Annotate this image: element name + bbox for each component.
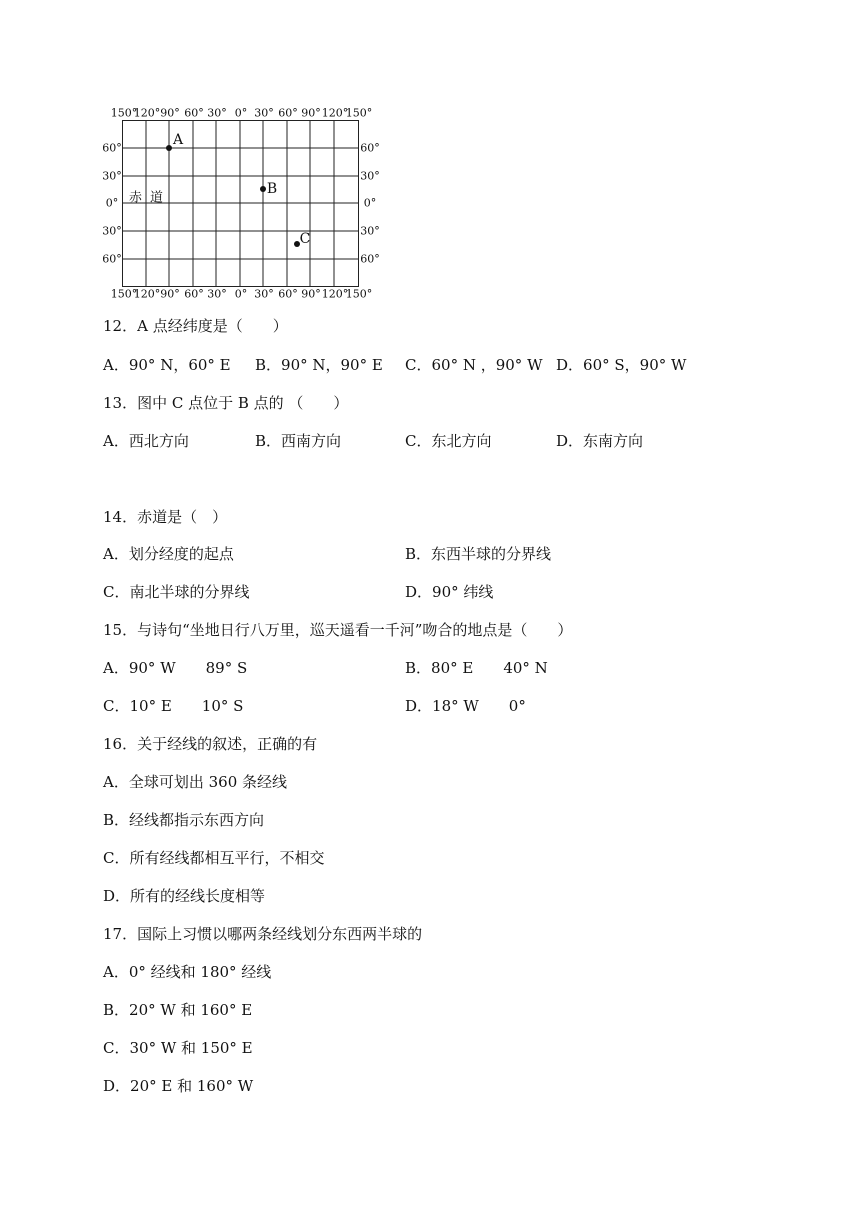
question-14-option-d[interactable]: D．90° 纬线 <box>405 583 494 601</box>
bottom-lon-label: 150° <box>110 287 138 301</box>
question-14-option-b[interactable]: B．东西半球的分界线 <box>405 545 552 563</box>
question-17-option-d[interactable]: D．20° E 和 160° W <box>103 1077 254 1095</box>
bottom-lon-label: 150° <box>345 287 373 301</box>
question-14-option-a[interactable]: A．划分经度的起点 <box>103 545 234 563</box>
point-b-label: B <box>266 181 278 197</box>
top-lon-label: 120° <box>321 106 349 120</box>
question-12-option-a[interactable]: A．90° N，60° E <box>103 356 231 374</box>
top-lon-label: 60° <box>278 106 298 120</box>
question-15-option-c[interactable]: C．10° E 10° S <box>103 697 244 715</box>
question-17-option-b[interactable]: B．20° W 和 160° E <box>103 1001 253 1019</box>
bottom-lon-label: 90° <box>301 287 321 301</box>
equator-label: 赤道 <box>128 190 172 206</box>
question-12-option-d[interactable]: D．60° S，90° W <box>556 356 687 374</box>
bottom-lon-label: 90° <box>160 287 180 301</box>
question-16-option-c[interactable]: C．所有经线都相互平行，不相交 <box>103 849 325 867</box>
question-16-stem: 16．关于经线的叙述，正确的有 <box>103 735 318 753</box>
right-lat-label: 60° <box>360 141 380 155</box>
question-14-stem: 14．赤道是（ ） <box>103 508 228 526</box>
right-lat-label: 0° <box>363 196 377 210</box>
question-13-option-d[interactable]: D．东南方向 <box>556 432 644 450</box>
question-16-option-b[interactable]: B．经线都指示东西方向 <box>103 811 265 829</box>
point-a-marker <box>166 145 172 151</box>
question-17-option-c[interactable]: C．30° W 和 150° E <box>103 1039 253 1057</box>
bottom-lon-label: 60° <box>184 287 204 301</box>
lat-lon-grid-figure <box>102 104 386 304</box>
top-lon-label: 120° <box>133 106 161 120</box>
question-17-option-a[interactable]: A．0° 经线和 180° 经线 <box>103 963 272 981</box>
question-13-option-b[interactable]: B．西南方向 <box>255 432 342 450</box>
question-13-option-c[interactable]: C．东北方向 <box>405 432 492 450</box>
right-lat-label: 30° <box>360 169 380 183</box>
right-lat-label: 30° <box>360 224 380 238</box>
top-lon-label: 60° <box>184 106 204 120</box>
question-12-option-b[interactable]: B．90° N，90° E <box>255 356 383 374</box>
top-lon-label: 150° <box>345 106 373 120</box>
left-lat-label: 0° <box>105 196 119 210</box>
bottom-lon-label: 60° <box>278 287 298 301</box>
question-15-option-b[interactable]: B．80° E 40° N <box>405 659 548 677</box>
left-lat-label: 60° <box>102 252 122 266</box>
left-lat-label: 30° <box>102 224 122 238</box>
top-lon-label: 90° <box>301 106 321 120</box>
point-c-label: C <box>299 231 311 247</box>
question-16-option-a[interactable]: A．全球可划出 360 条经线 <box>103 773 287 791</box>
question-13-stem: 13．图中 C 点位于 B 点的 （ ） <box>103 394 349 412</box>
left-lat-label: 60° <box>102 141 122 155</box>
point-b-marker <box>260 186 266 192</box>
top-lon-label: 30° <box>207 106 227 120</box>
bottom-lon-label: 120° <box>133 287 161 301</box>
left-lat-label: 30° <box>102 169 122 183</box>
bottom-lon-label: 0° <box>234 287 248 301</box>
question-17-stem: 17．国际上习惯以哪两条经线划分东西两半球的 <box>103 925 423 943</box>
question-15-option-d[interactable]: D．18° W 0° <box>405 697 526 715</box>
bottom-lon-label: 30° <box>207 287 227 301</box>
top-lon-label: 0° <box>234 106 248 120</box>
question-15-option-a[interactable]: A．90° W 89° S <box>103 659 248 677</box>
bottom-lon-label: 120° <box>321 287 349 301</box>
question-12-option-c[interactable]: C．60° N ，90° W <box>405 356 543 374</box>
top-lon-label: 30° <box>254 106 274 120</box>
top-lon-label: 90° <box>160 106 180 120</box>
right-lat-label: 60° <box>360 252 380 266</box>
bottom-lon-label: 30° <box>254 287 274 301</box>
question-16-option-d[interactable]: D．所有的经线长度相等 <box>103 887 266 905</box>
question-13-option-a[interactable]: A．西北方向 <box>103 432 189 450</box>
point-a-label: A <box>172 132 184 148</box>
question-12-stem: 12．A 点经纬度是（ ） <box>103 317 288 335</box>
question-15-stem: 15．与诗句“坐地日行八万里，巡天遥看一千河”吻合的地点是（ ） <box>103 621 573 639</box>
top-lon-label: 150° <box>110 106 138 120</box>
question-14-option-c[interactable]: C．南北半球的分界线 <box>103 583 250 601</box>
